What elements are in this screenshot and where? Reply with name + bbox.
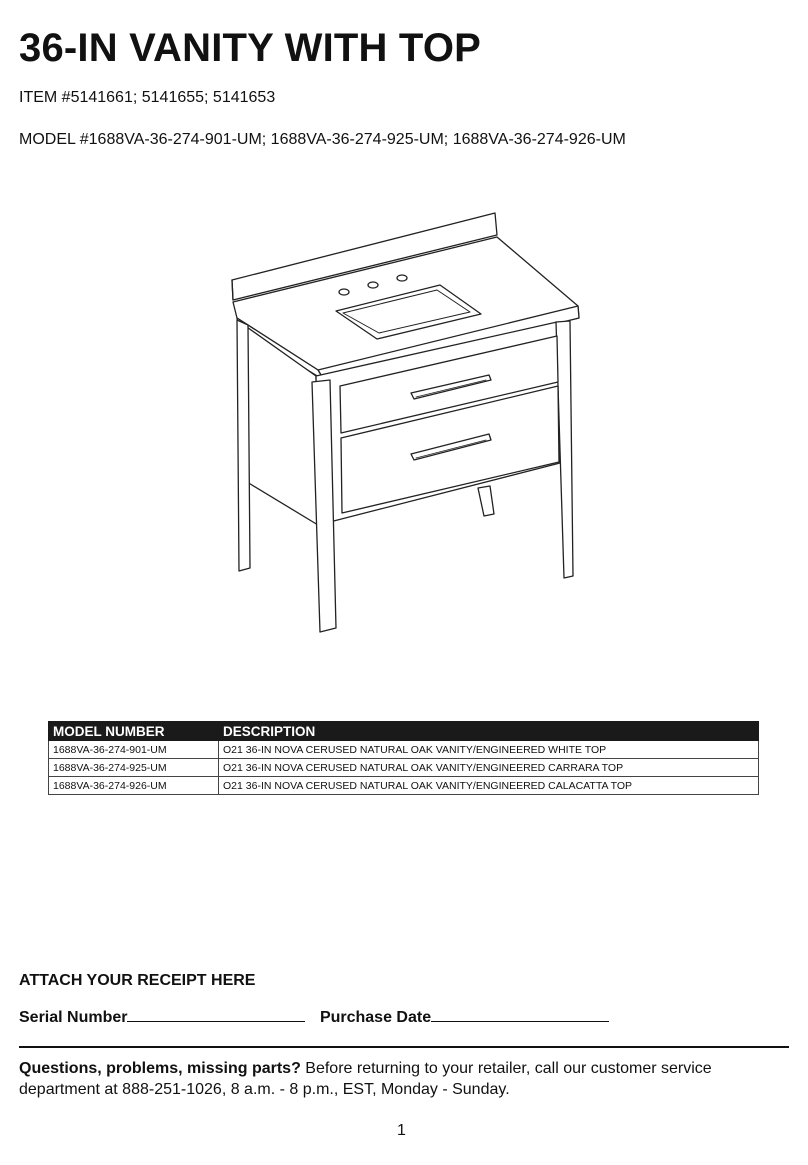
serial-purchase-row — [19, 1005, 609, 1027]
table-row — [49, 777, 759, 795]
model-number-cell: 1688VA-36-274-925-UM — [49, 759, 219, 777]
divider — [19, 1046, 789, 1048]
model-number-cell: 1688VA-36-274-901-UM — [49, 741, 219, 759]
questions-bold: Questions, problems, missing parts? — [19, 1060, 301, 1077]
vanity-cabinet-line-drawing-icon — [220, 205, 600, 645]
customer-service-note — [19, 1058, 794, 1100]
page-title: 36-IN VANITY WITH TOP — [19, 26, 482, 70]
questions-text: Before returning to your retailer, call our customer service department at 888-251-1026, 8 a.m. - 8 p.m., EST, Monday - Sunday. — [19, 1060, 712, 1098]
description-cell: O21 36-IN NOVA CERUSED NATURAL OAK VANITY/ENGINEERED CARRARA TOP — [219, 759, 759, 777]
purchase-date-blank[interactable] — [431, 1005, 609, 1022]
model-description-table — [48, 721, 759, 795]
page-number: 1 — [397, 1122, 406, 1139]
description-cell: O21 36-IN NOVA CERUSED NATURAL OAK VANITY/ENGINEERED CALACATTA TOP — [219, 777, 759, 795]
header-description: DESCRIPTION — [219, 722, 759, 741]
purchase-date-label: Purchase Date — [319, 1009, 432, 1026]
serial-number-label: Serial Number — [19, 1009, 128, 1026]
table-row — [49, 741, 759, 759]
receipt-heading: ATTACH YOUR RECEIPT HERE — [19, 972, 256, 989]
description-cell: O21 36-IN NOVA CERUSED NATURAL OAK VANITY/ENGINEERED WHITE TOP — [219, 741, 759, 759]
item-numbers: ITEM #5141661; 5141655; 5141653 — [19, 89, 276, 106]
table-row — [49, 759, 759, 777]
serial-number-blank[interactable] — [127, 1005, 305, 1022]
table-header-row — [49, 722, 759, 741]
model-numbers: MODEL #1688VA-36-274-901-UM; 1688VA-36-274-925-UM; 1688VA-36-274-926-UM — [19, 131, 626, 148]
model-number-cell: 1688VA-36-274-926-UM — [49, 777, 219, 795]
header-model-number: MODEL NUMBER — [49, 722, 219, 741]
